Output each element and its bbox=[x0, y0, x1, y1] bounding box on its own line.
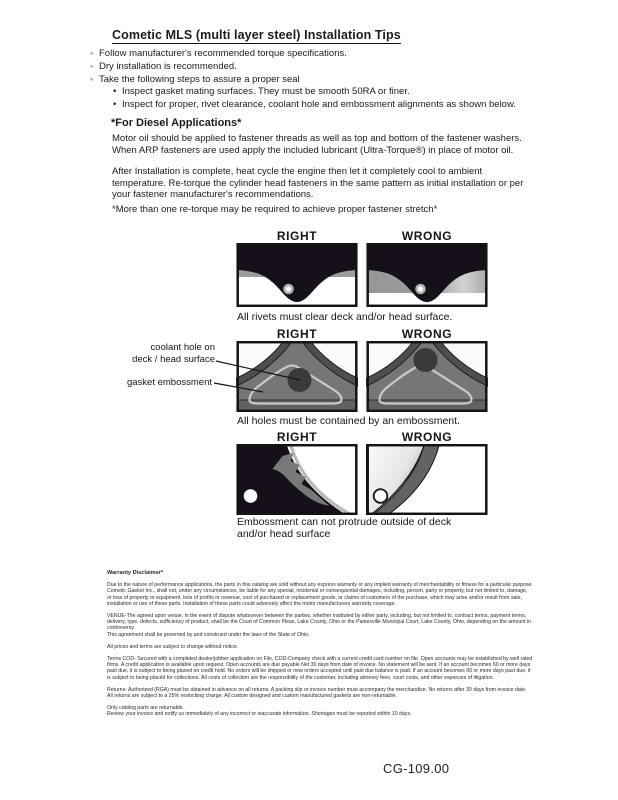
retorque-note: *More than one re-torque may be required to achieve proper fastener stretch* bbox=[112, 204, 438, 215]
fig3-wrong-label: WRONG bbox=[401, 430, 453, 444]
gasket-embossment-label: gasket embossment bbox=[126, 377, 212, 388]
fig1-wrong-panel-diagram bbox=[366, 243, 488, 307]
warranty-paragraph: Terms COD- Secured with a completed dealer/jobber application on File, COD-Company check with a current credit card number on file. Open accounts may be established by well rated firms. A credit application is available upon request. Open accounts are due payable Net 30 days from date of invoice. No statement will be sent. If an account becomes 60 or more days past due, it is subject to being placed on credit hold. No orders will be shipped or new orders accepted until past due balance is paid. If an account becomes 90 or more days past due, it is subject to being placed for collections. All costs of collection are the responsibility of the customer, including attorney fees, court costs, and other expenses of litigation. bbox=[107, 656, 533, 681]
warranty-paragraph: This agreement shall be governed by and construed under the laws of the State of Ohio. bbox=[107, 631, 310, 638]
warranty-paragraph: Only catalog parts are returnable. bbox=[107, 705, 184, 712]
warranty-paragraph: Due to the nature of performance applications, the parts in this catalog are sold without any express warranty or any implied warranty of merchantability or fitness for a particular purpose. Cometic Gasket Inc., shall not, under any circumstances, be liable for any special, incidental or consequential damages, including, person, party or property, but not limited to, damage, or loss of property or equipment, loss of profits or revenue, cost of purchased or replacement goods, or claims of customers of the purchase, which may arise and/or result from sale, installation or use of these parts. Installation of these parts could adversely affect the motor manufacturers warranty coverage. bbox=[107, 582, 533, 607]
diesel-heading: *For Diesel Applications* bbox=[111, 117, 242, 129]
fig3-right-panel-diagram bbox=[236, 444, 358, 515]
fig2-wrong-panel-diagram bbox=[366, 341, 488, 412]
warranty-heading: Warranty Disclaimer* bbox=[107, 570, 164, 576]
tip-sub-bullet: • Inspect for proper, rivet clearance, coolant hole and embossment alignments as shown below. bbox=[113, 99, 560, 112]
tips-list bbox=[90, 48, 560, 112]
tip-bullet: ◦ Take the following steps to assure a proper seal bbox=[90, 74, 560, 87]
fig1-right-panel-diagram bbox=[236, 243, 358, 307]
tip-bullet: ◦ Dry installation is recommended. bbox=[90, 61, 560, 74]
diesel-paragraph-2: After Installation is complete, heat cycle the engine then let it completely cool to ambient temperature. Re-torque the cylinder head fasteners in the same pattern as initial installation or per your fastener manufacturer's recommendations. bbox=[112, 166, 524, 201]
fig3-wrong-panel-diagram bbox=[366, 444, 488, 515]
coolant-hole-label: coolant hole on deck / head surface bbox=[132, 342, 215, 365]
fig1-wrong-label: WRONG bbox=[401, 229, 453, 243]
diesel-paragraph-1: Motor oil should be applied to fastener threads as well as top and bottom of the fastener washers. When ARP fasteners are used apply the included lubricant (Ultra-Torque®) in place of motor oil. bbox=[112, 133, 522, 156]
warranty-disclaimer bbox=[107, 570, 533, 724]
warranty-paragraph: Review your invoice and notify us immediately of any incorrect or inaccurate information. Shortages must be reported within 10 days. bbox=[107, 711, 412, 718]
fig2-wrong-label: WRONG bbox=[401, 327, 453, 341]
fig2-right-panel-diagram bbox=[236, 341, 358, 412]
fig1-caption: All rivets must clear deck and/or head surface. bbox=[237, 311, 453, 323]
page-number: CG-109.00 bbox=[383, 761, 450, 776]
warranty-paragraph: Returns- Authorized (RGA) must be obtained in advance on all returns. A packing slip or invoice number must accompany the merchandise. No returns after 30 days from invoice date. All returns are subject to a 25% restocking charge. All custom designed and custom manufactured gaskets are non-returnable. bbox=[107, 686, 527, 700]
fig1-right-label: RIGHT bbox=[276, 229, 318, 243]
tip-sub-bullet: • Inspect gasket mating surfaces. They must be smooth 50RA or finer. bbox=[113, 86, 560, 99]
fig2-caption: All holes must be contained by an embossment. bbox=[237, 415, 460, 427]
tip-bullet: ◦ Follow manufacturer's recommended torque specifications. bbox=[90, 48, 560, 61]
fig2-right-label: RIGHT bbox=[276, 327, 318, 341]
page-title: Cometic MLS (multi layer steel) Installation Tips bbox=[112, 28, 401, 42]
fig3-caption: Embossment can not protrude outside of deck and/or head surface bbox=[237, 516, 452, 540]
warranty-paragraph: All prices and terms are subject to change without notice. bbox=[107, 643, 239, 650]
warranty-paragraph: VENUE-The agreed upon venue, in the event of dispute whatsoever between the parties, whether instituted by either party, including, but not limited to, contract terms, payment terms, delivery, type, defects, sufficiency of product, shall be the Court of Common Pleas, Lake County, Ohio or the Painesville Municipal Court, Lake County, Ohio, depending on the amount in controversy. bbox=[107, 613, 532, 632]
fig3-right-label: RIGHT bbox=[276, 430, 318, 444]
